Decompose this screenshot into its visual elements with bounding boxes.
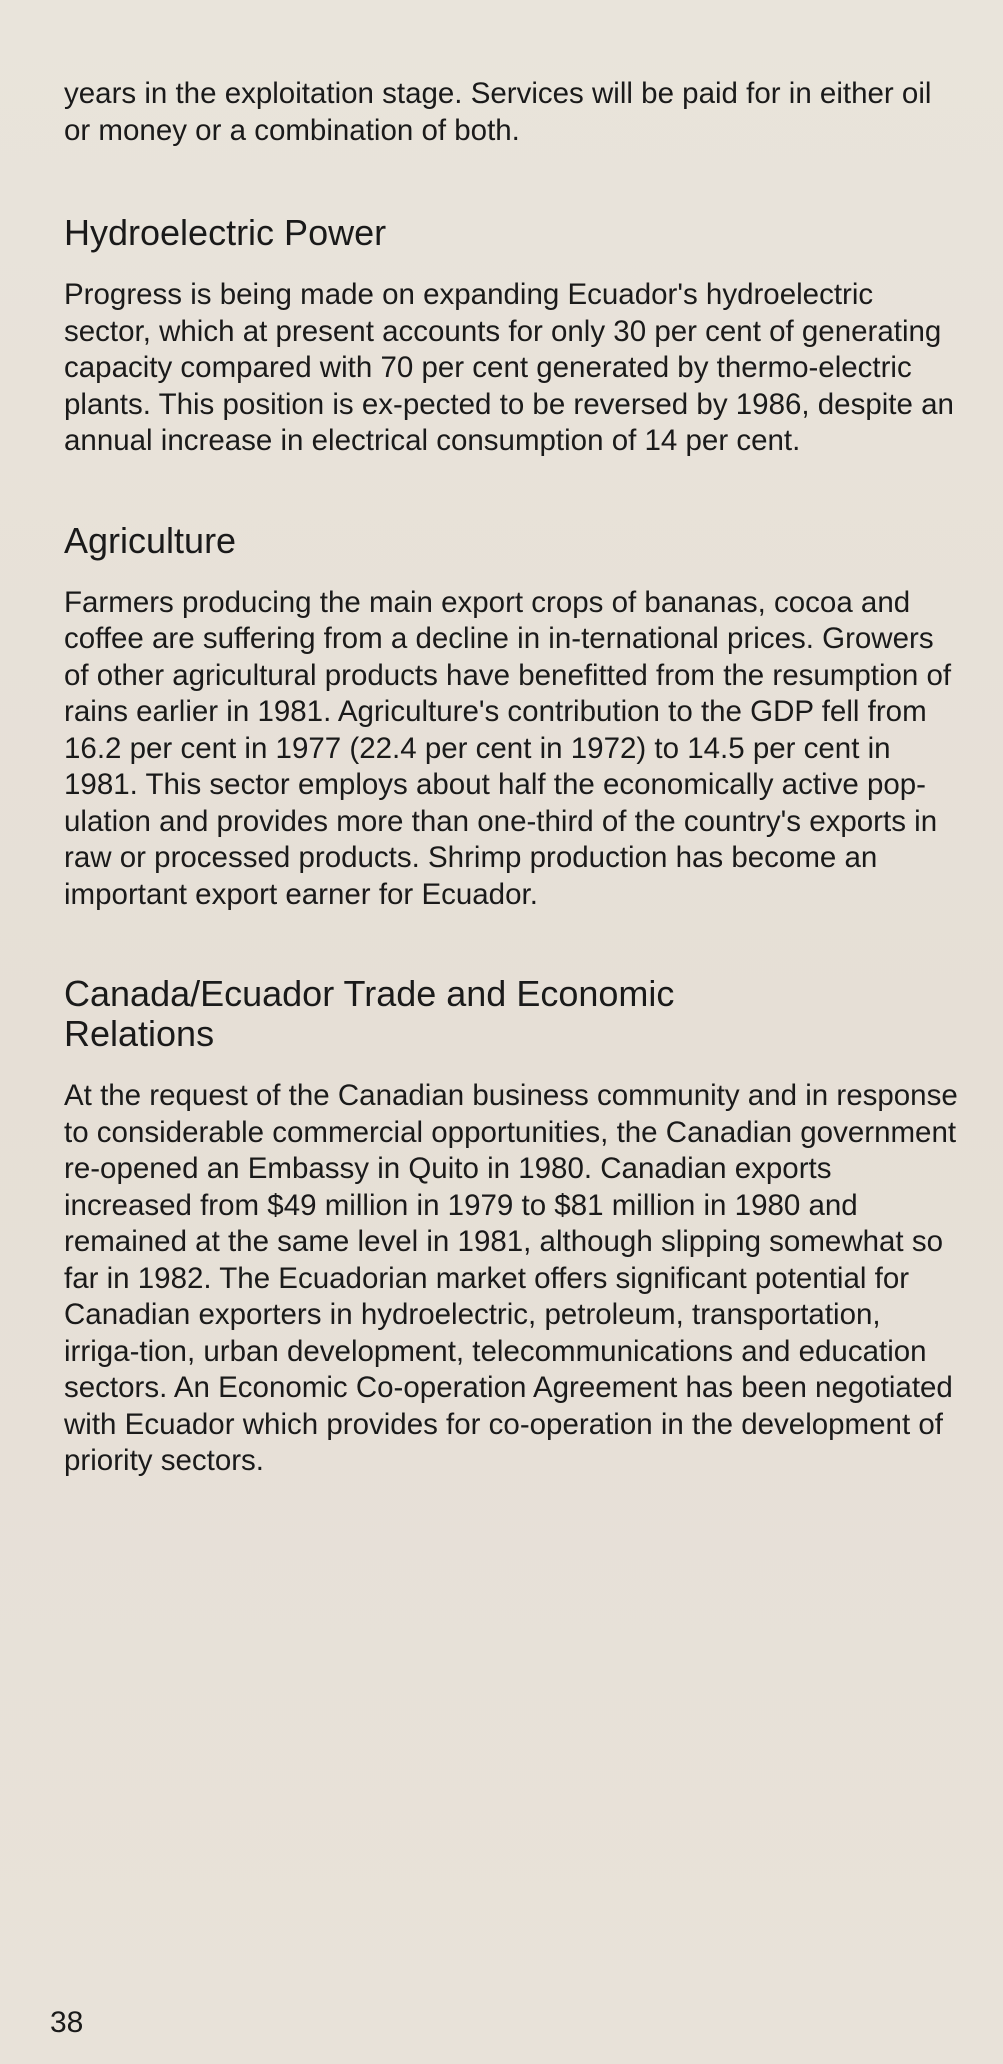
section-agriculture (64, 521, 964, 914)
page-number: 38 (50, 2006, 84, 2039)
section-heading: Agriculture (64, 519, 237, 561)
section-canada-ecuador-trade (64, 974, 964, 1480)
intro-paragraph: years in the exploitation stage. Services will be paid for in either oil or money or a combination of both. (64, 77, 932, 147)
section-heading: Hydroelectric Power (64, 212, 387, 253)
section-body: Progress is being made on expanding Ecuador's hydroelectric sector, which at present accounts for only 30 per cent of generating capacity compared with 70 per cent generated by thermo-electric plants. This position is ex-pected to be reversed by 1986, despite an annual increase in electrical consumption of 14 per cent. (64, 278, 954, 457)
section-body: Farmers producing the main export crops of bananas, cocoa and coffee are suffering from a decline in in-ternational prices. Growers of other agricultural products have benefitted from the resumption of rains earlier in 1981. Agriculture's contribution to the GDP fell from 16.2 per cent in 1977 (22.4 per cent in 1972) to 14.5 per cent in 1981. This sector employs about half the economically active pop-ulation and provides more than one-third of the country's exports in raw or processed products. Shrimp production has become an important export earner for Ecuador. (64, 585, 952, 911)
page-content (64, 76, 964, 1541)
section-heading: Canada/Ecuador Trade and Economic Relations (64, 973, 675, 1054)
section-hydroelectric-power (64, 213, 964, 460)
section-body: At the request of the Canadian business community and in response to considerable commercial opportunities, the Canadian government re-opened an Embassy in Quito in 1980. Canadian exports increased from $49 million in 1979 to $81 million in 1980 and remained at the same level in 1981, although slipping somewhat so far in 1982. The Ecuadorian market offers significant potential for Canadian exporters in hydroelectric, petroleum, transportation, irriga-tion, urban development, telecommunications and education sectors. An Economic Co-operation Agreement has been negotiated with Ecuador which provides for co-operation in the development of priority sectors. (64, 1079, 958, 1477)
